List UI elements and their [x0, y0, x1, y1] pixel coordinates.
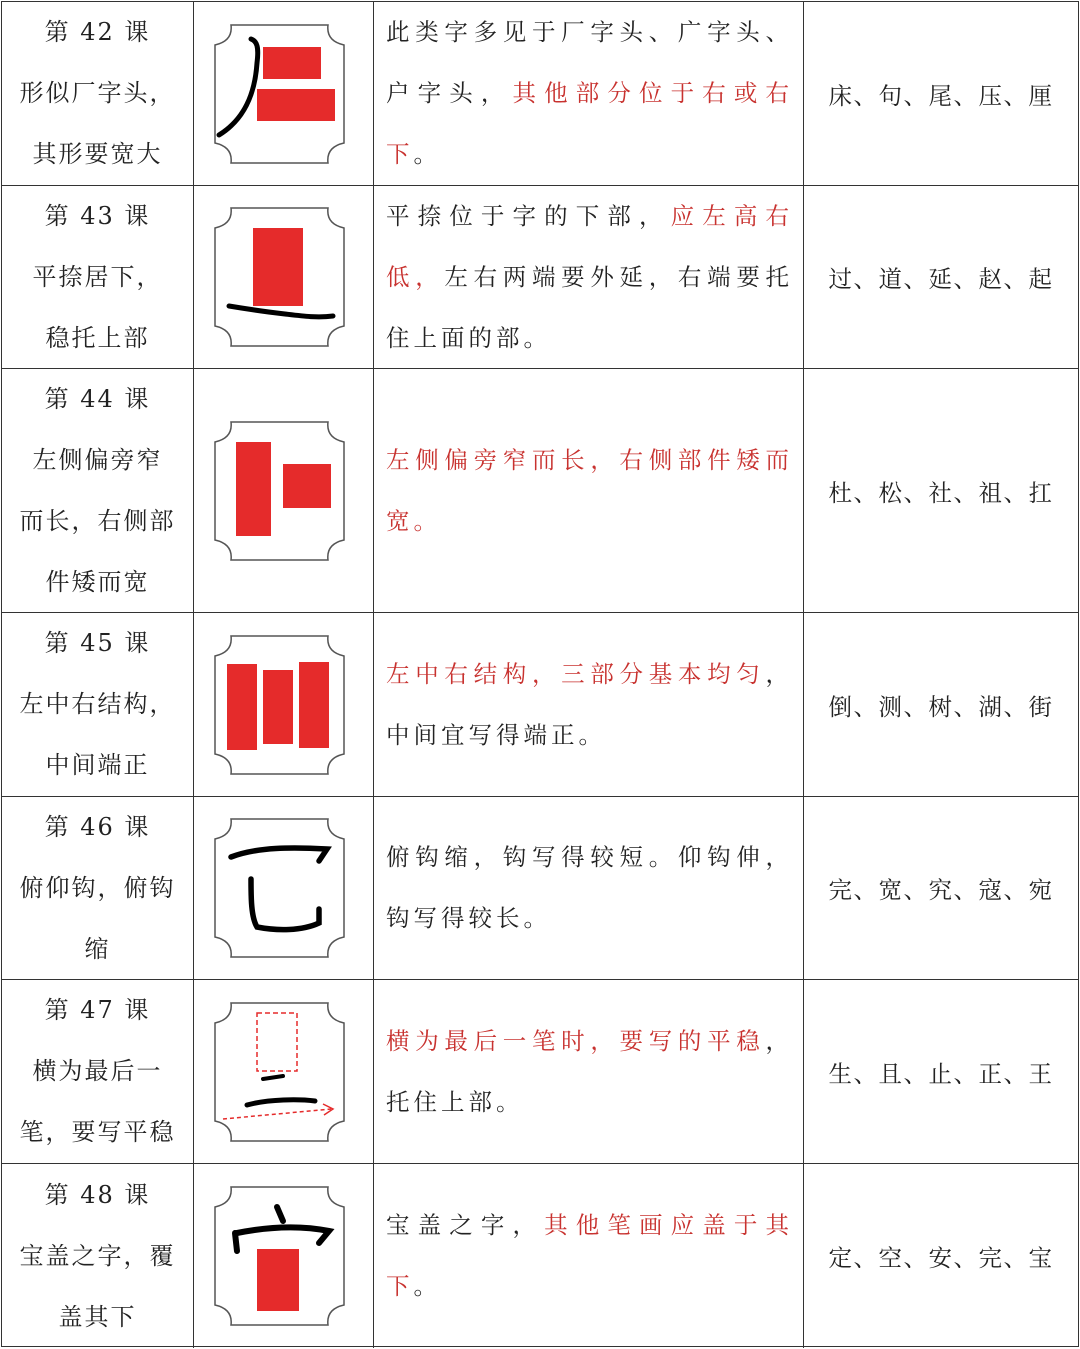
examples-cell [804, 613, 1078, 796]
roof-cover-icon [207, 1185, 352, 1327]
highlighted-text: 应左高右低， [386, 201, 793, 291]
lesson-title-line: 形似厂字头， [19, 79, 176, 107]
lesson-row [2, 2, 1078, 186]
lesson-title-line: 缩 [84, 934, 111, 963]
three-columns-icon [207, 634, 352, 776]
example-characters: 杜、松、社、祖、扛 [828, 478, 1054, 507]
lesson-title-line: 中间端正 [45, 751, 150, 779]
plain-text: 俯钩缩，钩写得较短。仰钩伸，钩写得较长。 [386, 843, 793, 932]
lesson-title-line: 左侧偏旁窄 [32, 445, 163, 474]
lesson-title [2, 613, 193, 796]
plain-text: 。 [413, 1272, 441, 1300]
description-cell [374, 613, 804, 796]
lesson-title-line: 第 43 课 [44, 201, 151, 230]
description-text [386, 980, 793, 1163]
plain-text: 此类字多见于厂字头、广字头、户字头， [386, 18, 793, 107]
lesson-title-line: 第 47 课 [44, 996, 151, 1024]
lesson-title-line: 第 46 课 [44, 812, 151, 841]
diagram-cell [194, 186, 374, 368]
lesson-table [1, 1, 1079, 1347]
example-characters: 完、宽、究、寇、宛 [828, 876, 1054, 904]
description-text [386, 797, 793, 979]
description-cell [374, 186, 804, 368]
lesson-title-cell [2, 1164, 194, 1348]
lesson-row [2, 1164, 1078, 1348]
diagram-cell [194, 2, 374, 185]
lesson-title-line: 其形要宽大 [32, 140, 163, 168]
plain-text: 。 [413, 140, 441, 168]
lesson-title-line: 第 48 课 [44, 1180, 151, 1209]
diagram-cell [194, 369, 374, 612]
lesson-title-cell [2, 186, 194, 368]
description-cell [374, 369, 804, 612]
hook-strokes-icon [207, 817, 352, 959]
lesson-title-line: 件矮而宽 [45, 567, 150, 596]
description-cell [374, 797, 804, 979]
examples-cell [804, 1164, 1078, 1348]
highlighted-text: 左中右结构，三部分基本均匀 [386, 659, 766, 688]
lesson-title-line: 平捺居下， [32, 262, 163, 291]
examples-cell [804, 797, 1078, 979]
example-characters: 倒、测、树、湖、街 [828, 692, 1054, 721]
highlighted-text: 左侧偏旁窄而长，右侧部件矮而宽。 [386, 445, 793, 535]
example-characters: 生、且、止、正、王 [828, 1059, 1054, 1088]
lesson-row [2, 186, 1078, 369]
lesson-title-cell [2, 613, 194, 796]
example-characters: 过、道、延、赵、起 [828, 265, 1054, 293]
plain-text: 宝盖之字， [386, 1211, 545, 1239]
lesson-row [2, 369, 1078, 613]
highlighted-text: 其他笔画应盖于其下 [386, 1211, 793, 1300]
example-characters: 定、空、安、完、宝 [828, 1244, 1054, 1272]
description-text [386, 2, 793, 185]
lesson-title-cell [2, 797, 194, 979]
lesson-title [2, 1164, 193, 1348]
slant-left-with-right-blocks-icon [207, 23, 352, 165]
lesson-title [2, 980, 193, 1163]
lesson-title-line: 笔，要写平稳 [19, 1118, 176, 1146]
lesson-row [2, 797, 1078, 980]
description-cell [374, 2, 804, 185]
diagram-cell [194, 797, 374, 979]
lesson-title-line: 稳托上部 [45, 323, 150, 352]
lesson-title-cell [2, 980, 194, 1163]
flat-stroke-under-block-icon [207, 206, 352, 348]
diagram-cell [194, 980, 374, 1163]
lesson-title-line: 宝盖之字，覆 [19, 1241, 176, 1270]
lesson-title [2, 369, 193, 612]
lesson-title-line: 横为最后一 [32, 1057, 163, 1085]
diagram-cell [194, 1164, 374, 1348]
lesson-title-line: 盖其下 [58, 1302, 137, 1331]
examples-cell [804, 369, 1078, 612]
highlighted-text: 横为最后一笔时，要写的平稳 [386, 1026, 766, 1055]
highlighted-text: 其他部分位于右或右下 [386, 79, 793, 168]
plain-text: 左右两端要外延，右端要托住上面的部。 [386, 262, 794, 352]
lesson-title-line: 左中右结构， [19, 690, 176, 718]
lesson-title-line: 第 44 课 [44, 384, 151, 413]
example-characters: 床、句、尾、压、厘 [828, 81, 1054, 110]
description-text [386, 1164, 793, 1348]
lesson-title-line: 俯仰钩，俯钩 [19, 873, 176, 902]
narrow-left-wide-right-icon [207, 420, 352, 562]
description-cell [374, 1164, 804, 1348]
examples-cell [804, 2, 1078, 185]
plain-text: ，中间宜写得端正。 [386, 659, 793, 749]
examples-cell [804, 186, 1078, 368]
lesson-title-cell [2, 2, 194, 185]
examples-cell [804, 980, 1078, 1163]
plain-text: 平捺位于字的下部， [386, 201, 671, 230]
description-cell [374, 980, 804, 1163]
last-horizontal-stroke-icon [207, 1001, 352, 1143]
lesson-title-line: 而长，右侧部 [19, 506, 176, 535]
lesson-title [2, 797, 193, 979]
description-text [386, 186, 793, 368]
diagram-cell [194, 613, 374, 796]
description-text [386, 613, 793, 796]
lesson-title-cell [2, 369, 194, 612]
lesson-title [2, 2, 193, 185]
plain-text: ，托住上部。 [386, 1026, 793, 1116]
lesson-row [2, 613, 1078, 797]
description-text [386, 369, 793, 612]
lesson-title-line: 第 45 课 [44, 629, 151, 657]
lesson-title [2, 186, 193, 368]
lesson-row [2, 980, 1078, 1164]
lesson-title-line: 第 42 课 [44, 18, 151, 46]
